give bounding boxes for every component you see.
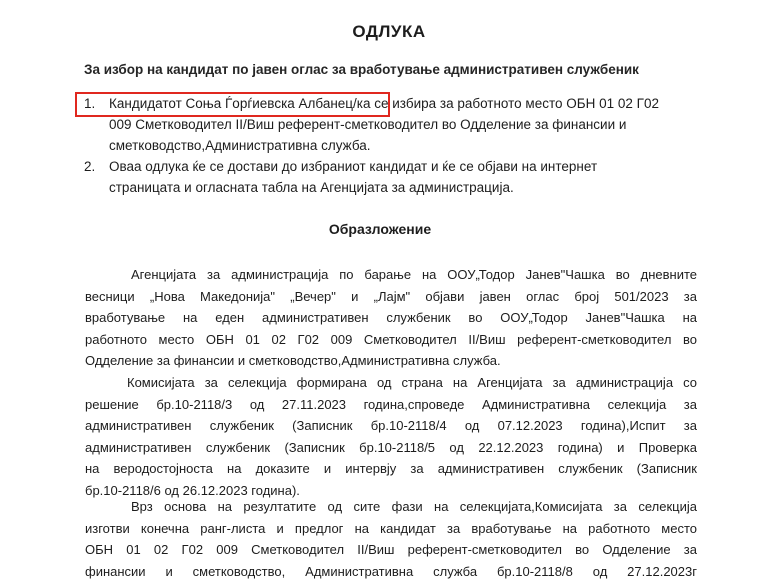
paragraph-line: финансии и сметководство, Административна служба бр.10-2118/8 од 27.12.2023г xyxy=(85,561,697,582)
explanation-paragraph-1 xyxy=(85,264,697,372)
paragraph-line: ОБН 01 02 Г02 009 Сметководител II/Виш референт-сметководител во Одделение за xyxy=(85,539,697,561)
paragraph-line: Агенцијата за администрација по барање на ООУ„Тодор Јанев"Чашка во дневните xyxy=(85,264,697,286)
paragraph-line: изготви конечна ранг-листа и предлог на кандидат за вработување на работното место xyxy=(85,518,697,540)
explanation-heading: Образложение xyxy=(0,221,760,237)
document-title: ОДЛУКА xyxy=(0,22,760,42)
paragraph-line: административен службеник (Записник бр.10-2118/5 од 22.12.2023 година) и Проверка xyxy=(85,437,697,459)
explanation-paragraph-2 xyxy=(85,372,697,501)
paragraph-line: Одделение за финансии и сметководство,Административна служба. xyxy=(85,350,697,372)
item-number: 1. xyxy=(84,93,95,114)
paragraph-line: на веродостојноста на доказите и интервју за административен службеник (Записник xyxy=(85,458,697,480)
paragraph-line: весници „Нова Македонија" „Вечер" и „Лајм" објави јавен оглас број 501/2023 за xyxy=(85,286,697,308)
paragraph-line: работното место ОБН 01 02 Г02 009 Сметководител II/Виш референт-сметководител во xyxy=(85,329,697,351)
item-line: сметководство,Административна служба. xyxy=(109,135,714,156)
paragraph-line: бр.10-2118/6 од 26.12.2023 година). xyxy=(85,480,697,502)
document-subtitle: За избор на кандидат по јавен оглас за вработување административен службеник xyxy=(84,62,639,77)
item-line: 009 Сметководител II/Виш референт-сметководител во Одделение за финансии и xyxy=(109,114,714,135)
item-text xyxy=(109,156,714,198)
paragraph-line: Врз основа на резултатите од сите фази на селекцијата,Комисијата за селекција xyxy=(85,496,697,518)
item-line: Кандидатот Соња Ѓорѓиевска Албанец/ка се избира за работното место ОБН 01 02 Г02 xyxy=(109,93,714,114)
paragraph-line: административен службеник (Записник бр.10-2118/4 од 07.12.2023 година),Испит за xyxy=(85,415,697,437)
item-line: страницата и огласната табла на Агенцијата за администрација. xyxy=(109,177,714,198)
paragraph-line: решение бр.10-2118/3 од 27.11.2023 година,спроведе Административна селекција за xyxy=(85,394,697,416)
item-line: Оваа одлука ќе се достави до избраниот кандидат и ќе се објави на интернет xyxy=(109,156,714,177)
paragraph-line: Комисијата за селекција формирана од страна на Агенцијата за администрација со xyxy=(85,372,697,394)
explanation-paragraph-3 xyxy=(85,496,697,582)
red-highlight-box xyxy=(75,92,390,117)
paragraph-line: вработување на еден административен службеник во ООУ„Тодор Јанев"Чашка на xyxy=(85,307,697,329)
item-number: 2. xyxy=(84,156,95,177)
